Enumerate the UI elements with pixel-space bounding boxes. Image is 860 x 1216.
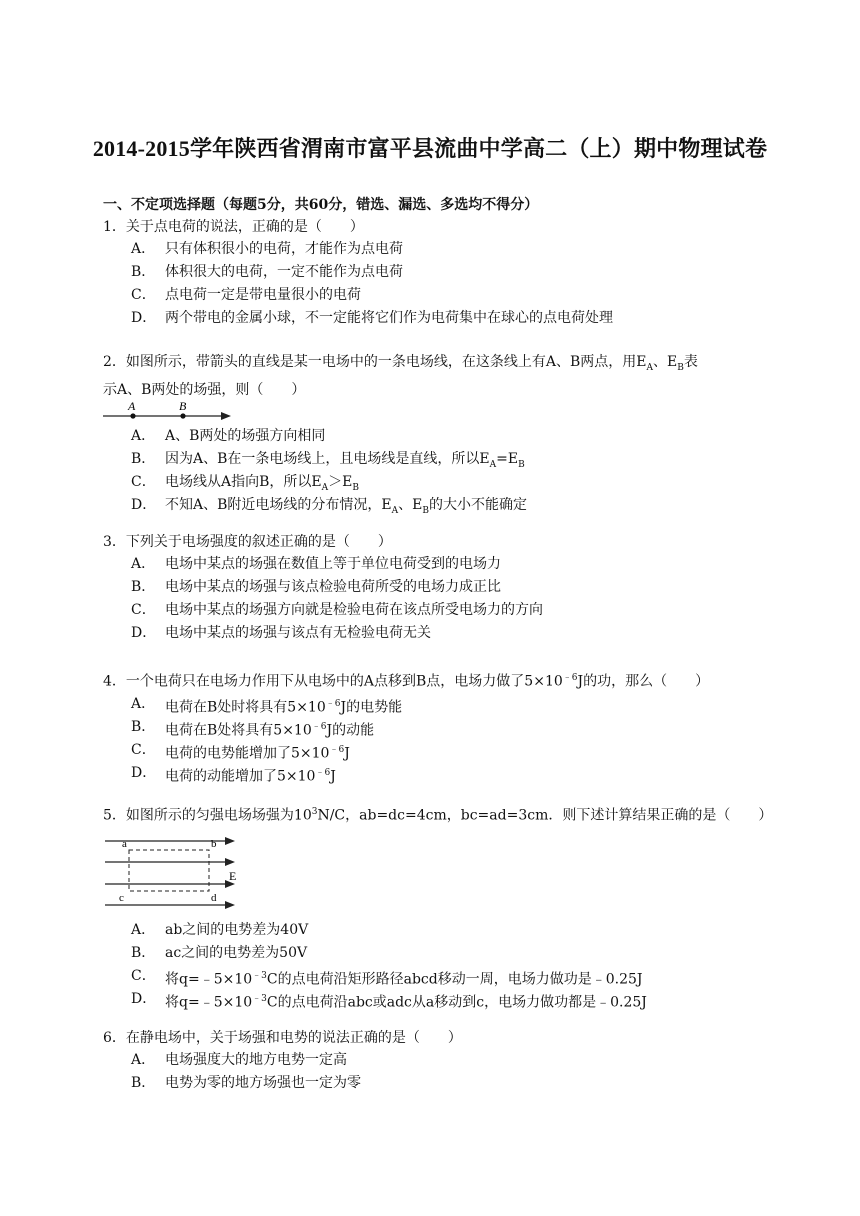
field-line-figure: [103, 401, 233, 425]
option-c: C． 将$q=﹣5\times 10^{﹣3}C$的点电荷沿矩形路径abcd移动一周，电场力做功是﹣0.25J: [131, 967, 643, 988]
option-c: C． 电荷的电势能增加了$5\times 10^{﹣6}J$: [131, 741, 350, 762]
option-d: D． 两个带电的金属小球，不一定能将它们作为电荷集中在球心的点电荷处理: [131, 310, 613, 326]
field-e-label: E: [229, 868, 237, 883]
page-title: 2014-2015学年陕西省渭南市富平县流曲中学高二（上）期中物理试卷: [92, 136, 768, 161]
question-6: [103, 1027, 462, 1095]
option-a: A． 电场中某点的场强在数值上等于单位电荷受到的电场力: [131, 556, 501, 572]
point-b-label: B: [179, 400, 187, 413]
option-d: D． 电荷的动能增加了$5\times 10^{﹣6}J$: [131, 764, 336, 785]
question-stem-line2: 示A、B两处的场强，则（ ）: [103, 381, 306, 398]
option-a: A． 只有体积很小的电荷，才能作为点电荷: [131, 241, 403, 257]
option-c: C． 电场线从A指向B，所以$E_A>E_B$: [131, 473, 359, 493]
option-a: A． A、B两处的场强方向相同: [131, 427, 326, 444]
section-heading: 一、不定项选择题（每题5分，共60分，错选、漏选、多选均不得分）: [103, 197, 539, 213]
uniform-field-figure: [103, 833, 243, 917]
corner-a-label: a: [122, 837, 127, 850]
option-b: B． 体积很大的电荷，一定不能作为点电荷: [131, 264, 403, 280]
option-b: B． 电荷在B处将具有$5\times 10^{﹣6}J$的动能: [131, 718, 375, 739]
option-d: D． 将$q=﹣5\times 10^{﹣3}C$的点电荷沿abc或adc从a移动到c，电场力做功都是﹣0.25J: [131, 990, 647, 1011]
option-b: B． ac之间的电势差为50V: [131, 944, 308, 961]
option-a: A． 电场强度大的地方电势一定高: [131, 1052, 347, 1068]
question-4: [103, 667, 709, 785]
question-stem: 4．一个电荷只在电场力作用下从电场中的A点移到B点，电场力做了$5\times 10^{﹣6}J$的功，那么（ ）: [103, 673, 710, 690]
question-3: [103, 531, 543, 645]
question-stem: 3．下列关于电场强度的叙述正确的是（ ）: [103, 534, 392, 550]
point-a-label: A: [128, 400, 136, 413]
option-a: A． 电荷在B处时将具有$5\times 10^{﹣6}J$的电势能: [131, 695, 403, 716]
corner-d-label: d: [211, 891, 217, 904]
question-stem: 5．如图所示的匀强电场场强为$10^3N/C$，ab=dc=4cm，bc=ad=3cm．则下述计算结果正确的是（ ）: [103, 807, 773, 824]
question-5: [103, 801, 772, 1011]
option-b: B． 因为A、B在一条电场线上，且电场线是直线，所以$E_A=E_B$: [131, 450, 525, 470]
question-stem: 2．如图所示，带箭头的直线是某一电场中的一条电场线，在这条线上有A、B两点，用$E_A$、$E_B$表: [103, 354, 698, 373]
option-b: B． 电势为零的地方场强也一定为零: [131, 1075, 361, 1091]
option-a: A． ab之间的电势差为40V: [131, 921, 309, 938]
option-c: C． 电场中某点的场强方向就是检验电荷在该点所受电场力的方向: [131, 602, 543, 618]
option-d: D． 不知A、B附近电场线的分布情况，$E_A$、$E_B$的大小不能确定: [131, 496, 527, 516]
option-d: D． 电场中某点的场强与该点有无检验电荷无关: [131, 625, 431, 641]
question-1: [103, 216, 613, 330]
question-stem: 1．关于点电荷的说法，正确的是（ ）: [103, 219, 364, 235]
option-b: B． 电场中某点的场强与该点检验电荷所受的电场力成正比: [131, 579, 501, 595]
corner-b-label: b: [211, 837, 217, 850]
corner-c-label: c: [119, 891, 124, 904]
question-2: [103, 351, 698, 517]
option-c: C． 点电荷一定是带电量很小的电荷: [131, 287, 361, 303]
question-stem: 6．在静电场中，关于场强和电势的说法正确的是（ ）: [103, 1030, 462, 1046]
